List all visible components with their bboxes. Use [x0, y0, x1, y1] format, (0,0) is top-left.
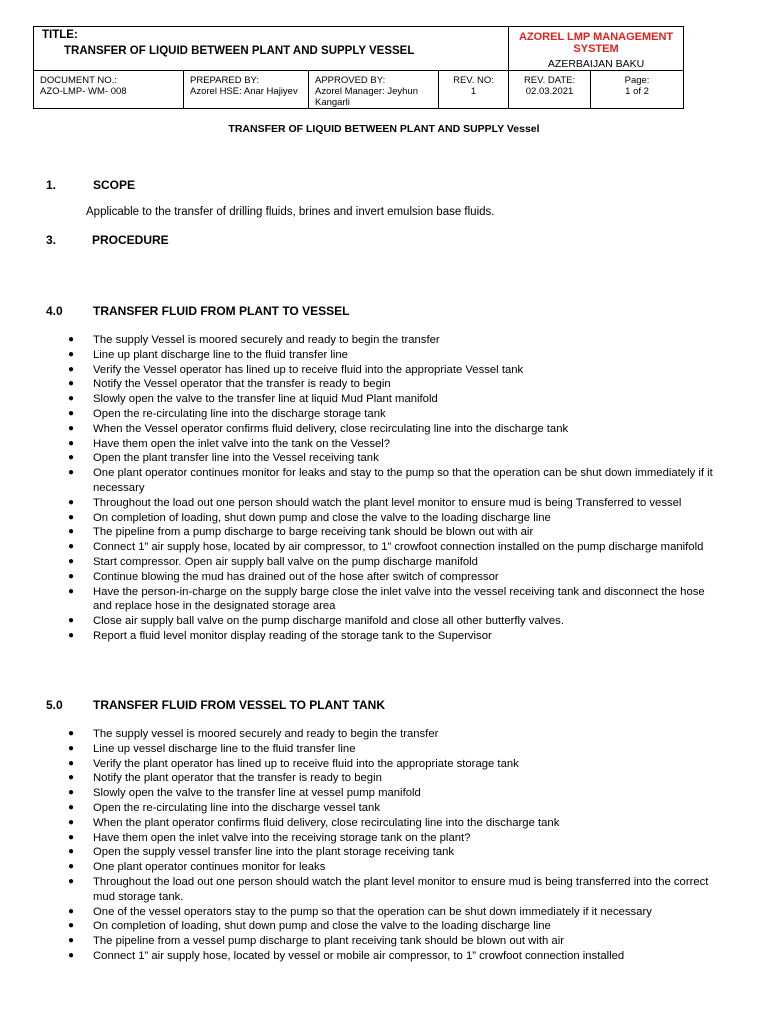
bullet-icon: ●: [68, 861, 75, 873]
list-item: [64, 392, 714, 407]
list-item: [64, 496, 714, 511]
step-text: On completion of loading, shut down pump and close the valve to the loading discharge line: [93, 920, 551, 933]
bullet-icon: ●: [68, 496, 75, 508]
list-item: [64, 875, 714, 905]
step-text: Open the re-circulating line into the discharge storage tank: [93, 407, 386, 420]
step-text: Throughout the load out one person should watch the plant level monitor to ensure mud is being transferred into the correct mud storage tank.: [93, 875, 709, 903]
bullet-icon: ●: [68, 629, 75, 641]
approved-by-cell: [309, 71, 439, 109]
step-text: Throughout the load out one person should watch the plant level monitor to ensure mud is being Transferred to vessel: [93, 496, 682, 509]
step-text: One plant operator continues monitor for leaks and stay to the pump so that the operation can be shut down immediately if it necessary: [93, 467, 713, 494]
prepared-by-cell: [184, 71, 309, 109]
step-text: Verify the Vessel operator has lined up to receive fluid into the appropriate Vessel tank: [93, 363, 524, 376]
list-item: [64, 934, 714, 949]
bullet-icon: ●: [68, 511, 75, 523]
bullet-icon: ●: [68, 363, 75, 375]
list-item: [64, 629, 714, 644]
bullet-icon: ●: [68, 348, 75, 360]
bullet-icon: ●: [68, 407, 75, 419]
scope-heading: SCOPE: [93, 178, 136, 192]
bullet-icon: ●: [68, 570, 75, 582]
list-item: [64, 905, 714, 920]
list-item: [64, 377, 714, 392]
list-item: [64, 422, 714, 437]
list-item: [64, 727, 714, 742]
list-item: [64, 949, 714, 964]
step-text: The supply Vessel is moored securely and ready to begin the transfer: [93, 334, 440, 346]
revision-number-label: REV. NO:: [453, 75, 494, 86]
page-number-label: Page:: [624, 75, 650, 86]
step-text: Have them open the inlet valve into the receiving storage tank on the plant?: [93, 831, 471, 844]
approved-by-label: APPROVED BY:: [315, 75, 386, 86]
bullet-icon: ●: [68, 949, 75, 961]
procedure-heading: PROCEDURE: [92, 233, 169, 247]
page-number-cell: [591, 71, 684, 109]
prepared-by-value: Azorel HSE: Anar Hajiyev: [190, 86, 298, 97]
bullet-icon: ●: [68, 757, 75, 769]
step-text: When the Vessel operator confirms fluid delivery, close recirculating line into the discharge tank: [93, 422, 569, 435]
list-item: [64, 742, 714, 757]
step-text: Close air supply ball valve on the pump discharge manifold and close all other butterfly valves.: [93, 615, 564, 628]
section-5-number: 5.0: [46, 698, 63, 712]
list-item: [64, 860, 714, 875]
prepared-by-label: PREPARED BY:: [190, 75, 259, 86]
bullet-icon: ●: [68, 334, 75, 345]
step-text: Notify the Vessel operator that the transfer is ready to begin: [93, 378, 391, 391]
list-item: [64, 407, 714, 422]
list-item: [64, 585, 714, 615]
section-4-heading: TRANSFER FLUID FROM PLANT TO VESSEL: [93, 304, 350, 318]
approved-by-value: Azorel Manager: Jeyhun Kangarli: [315, 86, 418, 108]
bullet-icon: ●: [68, 905, 75, 917]
list-item: [64, 831, 714, 846]
step-text: Notify the plant operator that the transfer is ready to begin: [93, 772, 382, 785]
list-item: [64, 451, 714, 466]
title-cell: [34, 27, 509, 71]
bullet-icon: ●: [68, 787, 75, 799]
list-item: [64, 757, 714, 772]
bullet-icon: ●: [68, 585, 75, 597]
step-text: Have the person-in-charge on the supply barge close the inlet valve into the vessel receiving tank and disconnect the hose and replace hose in the designated storage area: [93, 585, 705, 613]
revision-number-cell: [439, 71, 509, 109]
step-text: Line up plant discharge line to the fluid transfer line: [93, 348, 348, 361]
bullet-icon: ●: [68, 452, 75, 464]
step-text: Continue blowing the mud has drained out of the hose after switch of compressor: [93, 570, 499, 583]
document-heading: TRANSFER OF LIQUID BETWEEN PLANT AND SUPPLY Vessel: [228, 123, 540, 135]
bullet-icon: ●: [68, 935, 75, 947]
bullet-icon: ●: [68, 615, 75, 627]
revision-number-value: 1: [470, 86, 477, 97]
bullet-icon: ●: [68, 816, 75, 828]
title-label: TITLE:: [42, 29, 78, 41]
list-item: [64, 540, 714, 555]
list-item: [64, 363, 714, 378]
list-item: [64, 555, 714, 570]
revision-date-value: 02.03.2021: [525, 86, 574, 97]
list-item: [64, 348, 714, 363]
step-text: Slowly open the valve to the transfer line at vessel pump manifold: [93, 787, 421, 800]
section-4-steps: [64, 333, 714, 644]
scope-number: 1.: [46, 178, 57, 192]
section-5-heading: TRANSFER FLUID FROM VESSEL TO PLANT TANK: [93, 698, 386, 712]
bullet-icon: ●: [68, 742, 75, 754]
step-text: Have them open the inlet valve into the tank on the Vessel?: [93, 437, 391, 450]
step-text: Open the supply vessel transfer line into the plant storage receiving tank: [93, 846, 455, 859]
bullet-icon: ●: [68, 393, 75, 405]
bullet-icon: ●: [68, 831, 75, 843]
section-5-steps: [64, 727, 714, 964]
list-item: [64, 466, 714, 496]
bullet-icon: ●: [68, 526, 75, 538]
list-item: [64, 801, 714, 816]
document-number-label: DOCUMENT NO.:: [40, 75, 117, 86]
bullet-icon: ●: [68, 467, 75, 479]
bullet-icon: ●: [68, 541, 75, 553]
step-text: One plant operator continues monitor for leaks: [93, 861, 326, 874]
system-location: AZERBAIJAN BAKU: [547, 58, 645, 70]
list-item: [64, 525, 714, 540]
step-text: The pipeline from a vessel pump discharge to plant receiving tank should be blown out with air: [93, 935, 564, 948]
step-text: Verify the plant operator has lined up to receive fluid into the appropriate storage tank: [93, 757, 519, 770]
bullet-icon: ●: [68, 846, 75, 858]
step-text: Connect 1” air supply hose, located by air compressor, to 1” crowfoot connection installed on the pump discharge manifold: [93, 541, 704, 554]
scope-text: Applicable to the transfer of drilling fluids, brines and invert emulsion base fluids.: [86, 206, 495, 218]
step-text: One of the vessel operators stay to the pump so that the operation can be shut down immediately if it necessary: [93, 905, 652, 918]
list-item: [64, 511, 714, 526]
bullet-icon: ●: [68, 728, 75, 739]
bullet-icon: ●: [68, 555, 75, 567]
step-text: Start compressor. Open air supply ball valve on the pump discharge manifold: [93, 555, 478, 568]
step-text: Slowly open the valve to the transfer line at liquid Mud Plant manifold: [93, 393, 438, 406]
bullet-icon: ●: [68, 437, 75, 449]
bullet-icon: ●: [68, 378, 75, 390]
bullet-icon: ●: [68, 920, 75, 932]
bullet-icon: ●: [68, 801, 75, 813]
list-item: [64, 333, 714, 348]
list-item: [64, 437, 714, 452]
list-item: [64, 845, 714, 860]
revision-date-cell: [509, 71, 591, 109]
list-item: [64, 570, 714, 585]
bullet-icon: ●: [68, 772, 75, 784]
document-number-value: AZO-LMP- WM- 008: [40, 86, 127, 97]
step-text: The supply vessel is moored securely and ready to begin the transfer: [93, 728, 439, 740]
procedure-number: 3.: [46, 233, 57, 247]
revision-date-label: REV. DATE:: [523, 75, 576, 86]
list-item: [64, 919, 714, 934]
step-text: Open the re-circulating line into the discharge vessel tank: [93, 801, 380, 814]
page-number-value: 1 of 2: [625, 86, 649, 97]
step-text: Report a fluid level monitor display reading of the storage tank to the Supervisor: [93, 629, 492, 642]
document-header-table: [33, 26, 684, 109]
step-text: Open the plant transfer line into the Vessel receiving tank: [93, 452, 379, 465]
step-text: The pipeline from a pump discharge to barge receiving tank should be blown out with air: [93, 526, 534, 539]
list-item: [64, 816, 714, 831]
section-4-number: 4.0: [46, 304, 63, 318]
list-item: [64, 771, 714, 786]
document-title: TRANSFER OF LIQUID BETWEEN PLANT AND SUPPLY VESSEL: [64, 45, 415, 57]
step-text: When the plant operator confirms fluid delivery, close recirculating line into the discharge tank: [93, 816, 560, 829]
list-item: [64, 786, 714, 801]
system-cell: [509, 27, 684, 71]
step-text: Line up vessel discharge line to the fluid transfer line: [93, 742, 356, 755]
step-text: On completion of loading, shut down pump and close the valve to the loading discharge line: [93, 511, 551, 524]
bullet-icon: ●: [68, 875, 75, 887]
step-text: Connect 1” air supply hose, located by vessel or mobile air compressor, to 1” crowfoot connection installed: [93, 949, 625, 962]
bullet-icon: ●: [68, 422, 75, 434]
document-number-cell: [34, 71, 184, 109]
list-item: [64, 614, 714, 629]
system-name: AZOREL LMP MANAGEMENT SYSTEM: [518, 31, 674, 55]
